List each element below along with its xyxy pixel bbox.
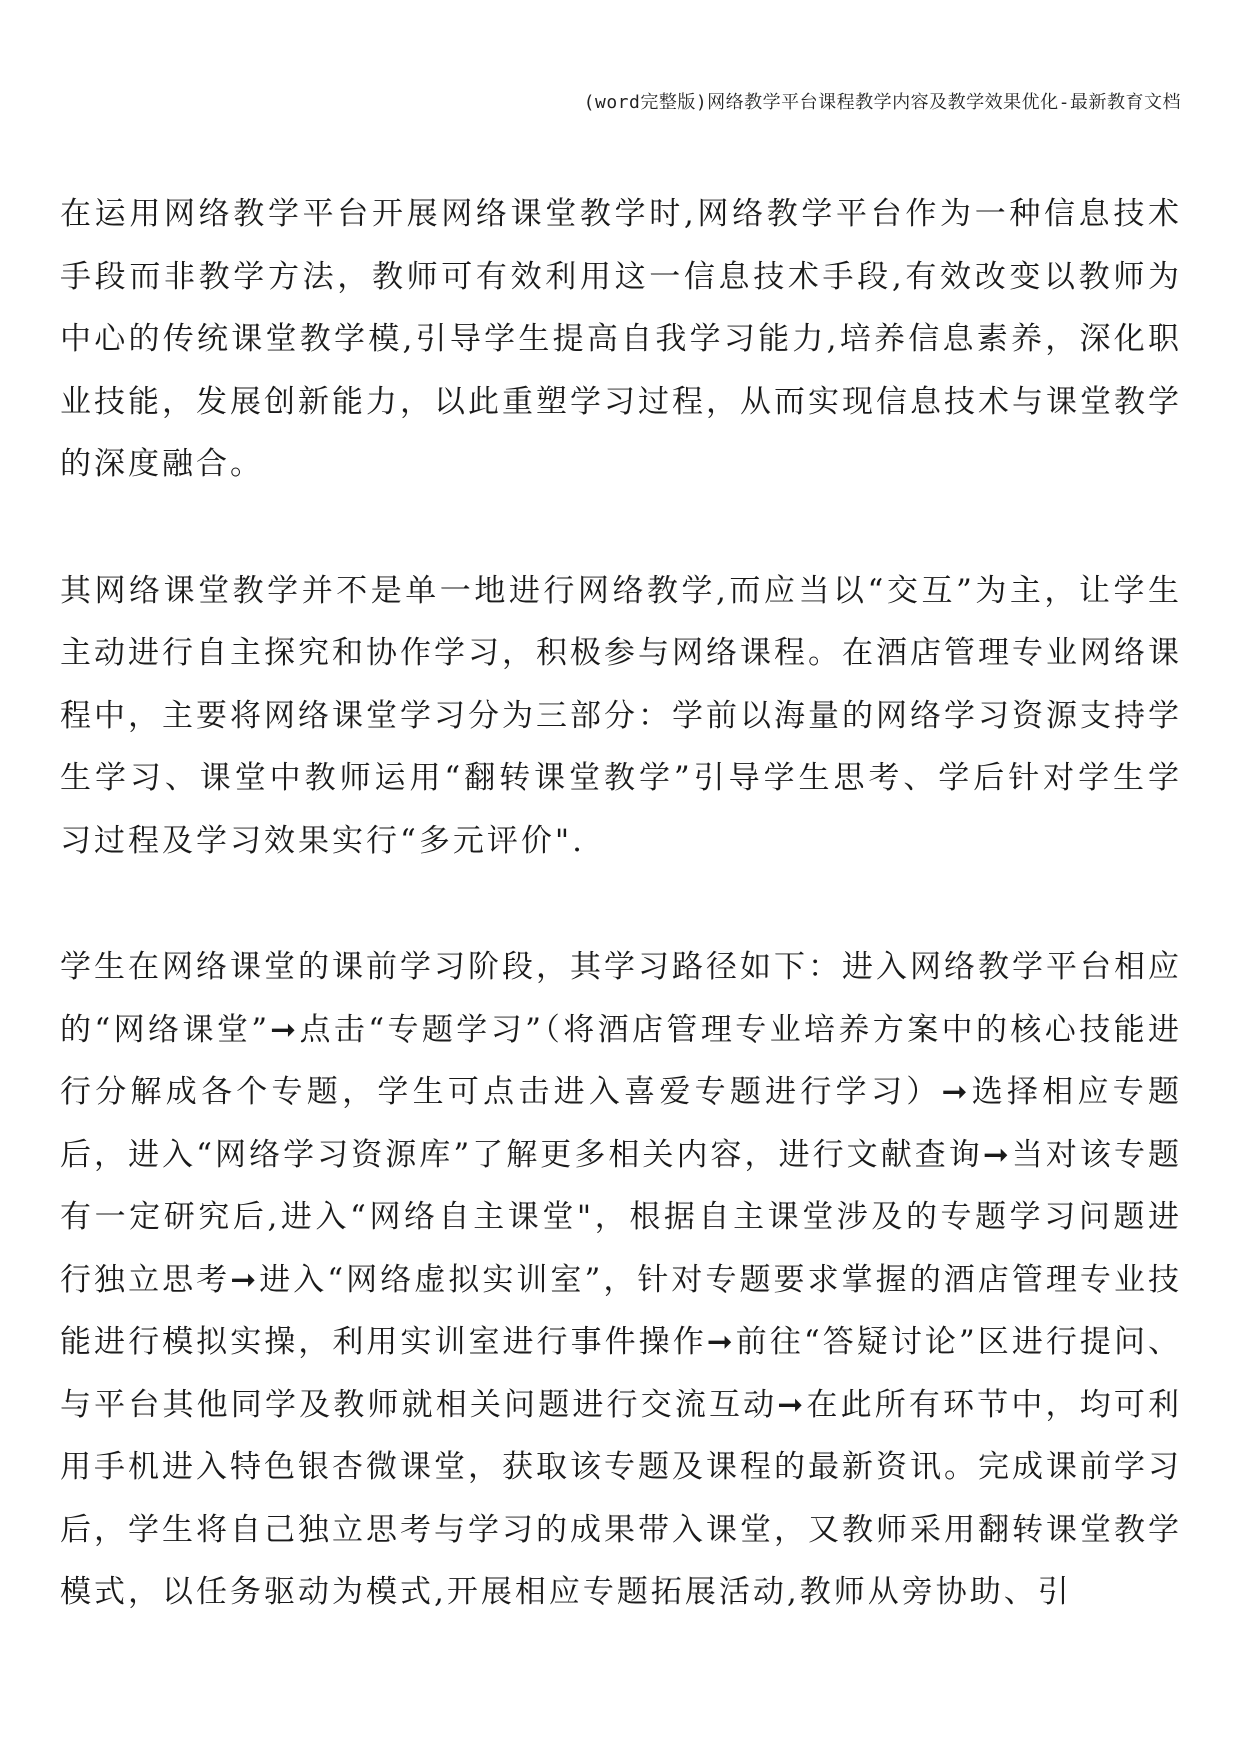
document-body xyxy=(60,183,1182,1624)
paragraph-1: 在运用网络教学平台开展网络课堂教学时,网络教学平台作为一种信息技术手段而非教学方法，教师可有效利用这一信息技术手段,有效改变以教师为中心的传统课堂教学模,引导学生提高自我学习能力,培养信息素养，深化职业技能，发展创新能力，以此重塑学习过程，从而实现信息技术与课堂教学的深度融合。 xyxy=(60,196,1182,482)
paragraph-3: 学生在网络课堂的课前学习阶段，其学习路径如下：进入网络教学平台相应的“网络课堂”➞点击“专题学习”（将酒店管理专业培养方案中的核心技能进行分解成各个专题，学生可点击进入喜爱专题进行学习）➞选择相应专题后，进入“网络学习资源库”了解更多相关内容，进行文献查询➞当对该专题有一定研究后,进入“网络自主课堂"，根据自主课堂涉及的专题学习问题进行独立思考➞进入“网络虚拟实训室”，针对专题要求掌握的酒店管理专业技能进行模拟实操，利用实训室进行事件操作➞前往“答疑讨论”区进行提问、与平台其他同学及教师就相关问题进行交流互动➞在此所有环节中，均可利用手机进入特色银杏微课堂，获取该专题及课程的最新资讯。完成课前学习后，学生将自己独立思考与学习的成果带入课堂，又教师采用翻转课堂教学模式，以任务驱动为模式,开展相应专题拓展活动,教师从旁协助、引 xyxy=(60,949,1182,1610)
running-header: (word完整版)网络教学平台课程教学内容及教学效果优化-最新教育文档 xyxy=(583,92,1181,113)
paragraph-2: 其网络课堂教学并不是单一地进行网络教学,而应当以“交互”为主，让学生主动进行自主探究和协作学习，积极参与网络课程。在酒店管理专业网络课程中，主要将网络课堂学习分为三部分：学前以海量的网络学习资源支持学生学习、课堂中教师运用“翻转课堂教学”引导学生思考、学后针对学生学习过程及学习效果实行“多元评价". xyxy=(60,572,1182,859)
